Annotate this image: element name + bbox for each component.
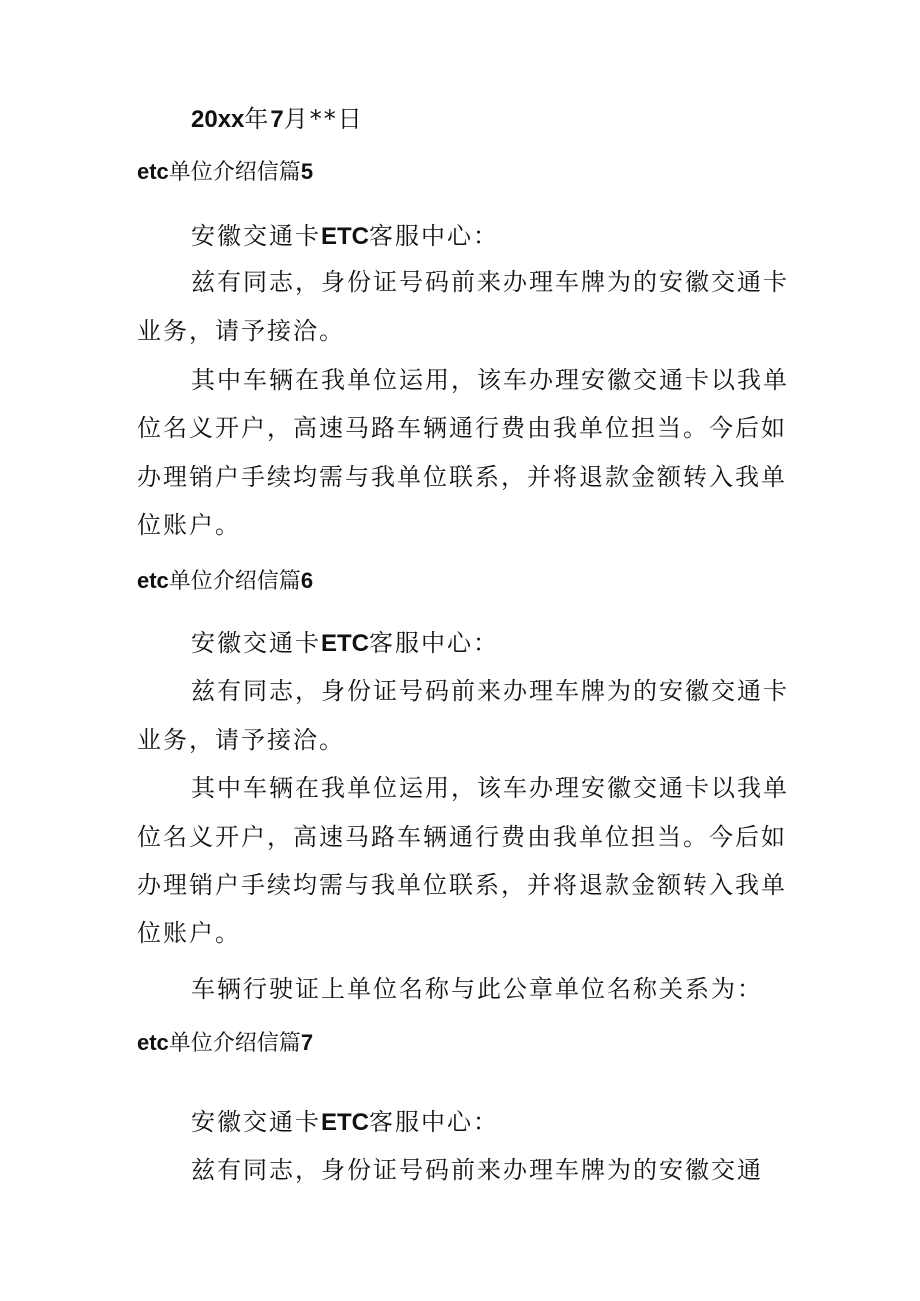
addressee-a: 安徽交通卡: [191, 1108, 321, 1136]
paragraph-line: 办理销户手续均需与我单位联系，并将退款金额转入我单: [137, 871, 787, 899]
date-year-char: 年: [244, 105, 271, 133]
date-month: 7: [270, 106, 284, 133]
heading-number: 7: [300, 1030, 314, 1055]
date-day-char: 日: [337, 105, 364, 133]
paragraph-line: 兹有同志，身份证号码前来办理车牌为的安徽交通: [191, 1156, 763, 1184]
paragraph-line: 位名义开户，高速马路车辆通行费由我单位担当。今后如: [137, 823, 787, 851]
addressee-etc: ETC: [321, 223, 369, 250]
addressee-a: 安徽交通卡: [191, 222, 321, 250]
section-heading-6: [137, 566, 313, 597]
paragraph-line: 其中车辆在我单位运用，该车办理安徽交通卡以我单: [191, 366, 789, 394]
addressee-etc: ETC: [321, 630, 369, 657]
paragraph-line: 位名义开户，高速马路车辆通行费由我单位担当。今后如: [137, 414, 787, 442]
heading-text: 单位介绍信篇: [168, 1031, 301, 1056]
section-heading-5: [137, 157, 313, 188]
paragraph-line: 兹有同志，身份证号码前来办理车牌为的安徽交通卡: [191, 268, 789, 296]
addressee-line: [191, 628, 499, 659]
paragraph-line: 其中车辆在我单位运用，该车办理安徽交通卡以我单: [191, 774, 789, 802]
paragraph-line: 办理销户手续均需与我单位联系，并将退款金额转入我单: [137, 463, 787, 491]
paragraph-line: 车辆行驶证上单位名称与此公章单位名称关系为：: [191, 975, 763, 1003]
date-year: 20xx: [191, 106, 245, 133]
heading-number: 6: [300, 568, 314, 593]
paragraph-line: 位账户。: [137, 511, 241, 539]
date-line: [191, 104, 364, 135]
heading-number: 5: [300, 159, 314, 184]
date-day: **: [309, 105, 338, 133]
section-heading-7: [137, 1028, 313, 1059]
paragraph-line: 位账户。: [137, 919, 241, 947]
paragraph-line: 业务，请予接洽。: [137, 317, 345, 345]
addressee-c: 客服中心：: [369, 1108, 499, 1136]
paragraph-line: 业务，请予接洽。: [137, 726, 345, 754]
date-month-char: 月: [283, 105, 310, 133]
addressee-line: [191, 1107, 499, 1138]
addressee-a: 安徽交通卡: [191, 629, 321, 657]
heading-prefix: etc: [137, 1030, 169, 1055]
addressee-line: [191, 221, 499, 252]
addressee-etc: ETC: [321, 1109, 369, 1136]
paragraph-line: 兹有同志，身份证号码前来办理车牌为的安徽交通卡: [191, 677, 789, 705]
heading-prefix: etc: [137, 568, 169, 593]
heading-text: 单位介绍信篇: [168, 160, 301, 185]
heading-prefix: etc: [137, 159, 169, 184]
addressee-c: 客服中心：: [369, 629, 499, 657]
addressee-c: 客服中心：: [369, 222, 499, 250]
heading-text: 单位介绍信篇: [168, 569, 301, 594]
